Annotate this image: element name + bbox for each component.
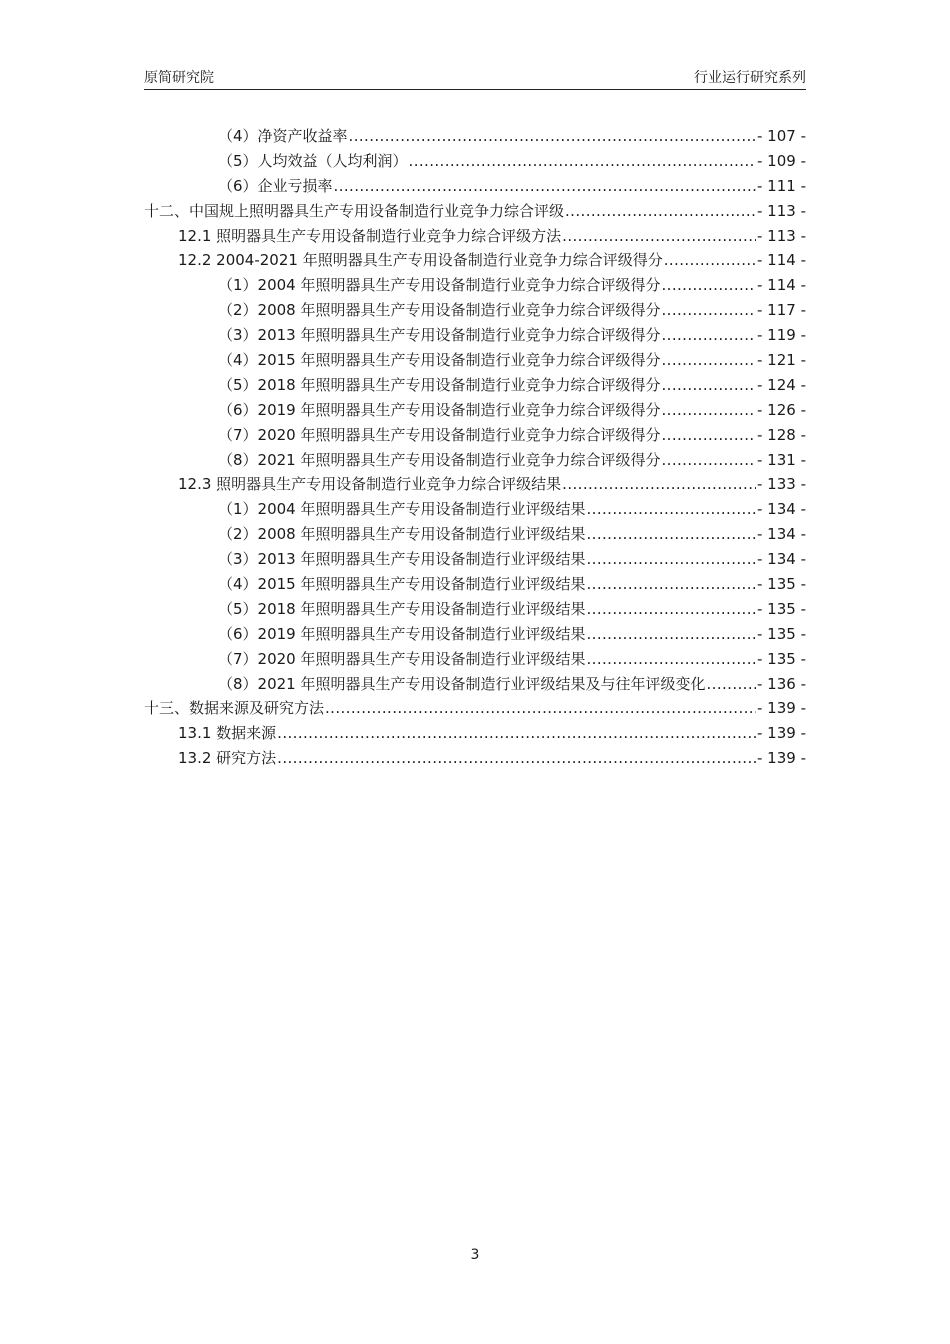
toc-entry[interactable] [144, 547, 806, 572]
toc-dot-leader [662, 348, 757, 373]
toc-dot-leader [562, 224, 756, 249]
toc-entry[interactable] [144, 224, 806, 249]
toc-entry-title: （6）2019 年照明器具生产专用设备制造行业评级结果 [218, 624, 586, 643]
toc-entry[interactable] [144, 348, 806, 373]
toc-entry[interactable] [144, 696, 806, 721]
toc-entry[interactable] [144, 497, 806, 522]
toc-entry-title: （4）净资产收益率 [218, 127, 348, 145]
toc-dot-leader [662, 448, 757, 473]
toc-entry-page: - 136 - [757, 674, 806, 693]
toc-entry[interactable] [144, 423, 806, 448]
toc-entry-title: （5）2018 年照明器具生产专用设备制造行业评级结果 [218, 599, 586, 618]
toc-entry[interactable] [144, 448, 806, 473]
toc-entry[interactable] [144, 273, 806, 298]
toc-entry[interactable] [144, 199, 806, 224]
toc-dot-leader [587, 522, 757, 547]
toc-entry-title: （8）2021 年照明器具生产专用设备制造行业竞争力综合评级得分 [218, 450, 661, 469]
toc-dot-leader [707, 672, 757, 697]
toc-entry-title: （6）2019 年照明器具生产专用设备制造行业竞争力综合评级得分 [218, 400, 661, 419]
toc-entry[interactable] [144, 398, 806, 423]
toc-entry-page: - 109 - [757, 151, 806, 170]
toc-entry-title: 13.2 研究方法 [178, 749, 277, 768]
toc-entry-page: - 135 - [757, 624, 806, 643]
toc-dot-leader [277, 746, 756, 771]
toc-entry-title: （6）企业亏损率 [218, 176, 333, 195]
toc-entry-page: - 114 - [757, 276, 806, 295]
toc-entry-page: - 139 - [757, 749, 806, 768]
toc-entry-page: - 121 - [757, 351, 806, 370]
toc-entry-title: （1）2004 年照明器具生产专用设备制造行业评级结果 [218, 500, 586, 519]
toc-dot-leader [565, 199, 756, 224]
toc-entry-page: - 134 - [757, 550, 806, 569]
toc-entry-title: 12.2 2004-2021 年照明器具生产专用设备制造行业竞争力综合评级得分 [178, 251, 663, 270]
header-divider [144, 89, 806, 90]
toc-entry-title: 12.1 照明器具生产专用设备制造行业竞争力综合评级方法 [178, 226, 562, 245]
toc-entry-page: - 111 - [757, 176, 806, 195]
toc-entry-title: （7）2020 年照明器具生产专用设备制造行业评级结果 [218, 649, 586, 668]
toc-entry-title: （1）2004 年照明器具生产专用设备制造行业竞争力综合评级得分 [218, 276, 661, 295]
toc-entry[interactable] [144, 721, 806, 746]
toc-entry-title: （3）2013 年照明器具生产专用设备制造行业评级结果 [218, 550, 586, 569]
toc-entry[interactable] [144, 472, 806, 497]
toc-entry-page: - 119 - [757, 326, 806, 345]
toc-entry-page: - 135 - [757, 575, 806, 594]
toc-entry-page: - 124 - [757, 375, 806, 394]
toc-entry[interactable] [144, 298, 806, 323]
toc-dot-leader [325, 696, 756, 721]
table-of-contents [144, 124, 806, 771]
toc-entry[interactable] [144, 373, 806, 398]
toc-entry-page: - 134 - [757, 525, 806, 544]
toc-entry-page: - 107 - [757, 127, 806, 145]
toc-entry-title: （2）2008 年照明器具生产专用设备制造行业竞争力综合评级得分 [218, 301, 661, 320]
toc-dot-leader [587, 622, 757, 647]
toc-entry[interactable] [144, 572, 806, 597]
toc-entry-title: （4）2015 年照明器具生产专用设备制造行业竞争力综合评级得分 [218, 351, 661, 370]
toc-entry[interactable] [144, 323, 806, 348]
toc-entry-title: （4）2015 年照明器具生产专用设备制造行业评级结果 [218, 575, 586, 594]
toc-dot-leader [662, 273, 757, 298]
header-left-title: 原简研究院 [144, 70, 214, 86]
toc-entry-title: 13.1 数据来源 [178, 724, 277, 743]
toc-entry-title: 12.3 照明器具生产专用设备制造行业竞争力综合评级结果 [178, 475, 562, 494]
toc-dot-leader [334, 174, 756, 199]
toc-dot-leader [587, 572, 757, 597]
toc-entry[interactable] [144, 149, 806, 174]
toc-dot-leader [662, 323, 757, 348]
toc-entry-page: - 139 - [757, 699, 806, 718]
toc-entry[interactable] [144, 647, 806, 672]
toc-entry[interactable] [144, 622, 806, 647]
toc-dot-leader [587, 547, 757, 572]
toc-entry-page: - 128 - [757, 425, 806, 444]
toc-entry-page: - 135 - [757, 599, 806, 618]
toc-entry-page: - 134 - [757, 500, 806, 519]
toc-entry-title: （5）2018 年照明器具生产专用设备制造行业竞争力综合评级得分 [218, 375, 661, 394]
toc-entry[interactable] [144, 597, 806, 622]
page-header [144, 68, 806, 88]
toc-entry-title: 十二、中国规上照明器具生产专用设备制造行业竞争力综合评级 [144, 201, 565, 220]
toc-entry[interactable] [144, 522, 806, 547]
toc-dot-leader [587, 497, 757, 522]
toc-entry[interactable] [144, 174, 806, 199]
toc-entry-title: （3）2013 年照明器具生产专用设备制造行业竞争力综合评级得分 [218, 326, 661, 345]
toc-dot-leader [664, 248, 756, 273]
toc-dot-leader [587, 597, 757, 622]
toc-dot-leader [349, 124, 756, 149]
header-right-title: 行业运行研究系列 [694, 70, 806, 86]
toc-dot-leader [409, 149, 756, 174]
toc-entry-title: （2）2008 年照明器具生产专用设备制造行业评级结果 [218, 525, 586, 544]
toc-entry-page: - 113 - [757, 226, 806, 245]
toc-entry-title: （5）人均效益（人均利润） [218, 151, 408, 170]
toc-dot-leader [662, 298, 757, 323]
toc-dot-leader [277, 721, 756, 746]
toc-entry[interactable] [144, 672, 806, 697]
toc-dot-leader [662, 373, 757, 398]
toc-entry-page: - 139 - [757, 724, 806, 743]
toc-dot-leader [662, 423, 757, 448]
toc-dot-leader [562, 472, 756, 497]
toc-entry-page: - 131 - [757, 450, 806, 469]
toc-entry-page: - 114 - [757, 251, 806, 270]
toc-entry-page: - 133 - [757, 475, 806, 494]
toc-entry-page: - 126 - [757, 400, 806, 419]
toc-dot-leader [662, 398, 757, 423]
toc-entry[interactable] [144, 746, 806, 771]
toc-dot-leader [587, 647, 757, 672]
toc-entry-title: （8）2021 年照明器具生产专用设备制造行业评级结果及与往年评级变化 [218, 674, 706, 693]
toc-entry-page: - 135 - [757, 649, 806, 668]
page-number: 3 [470, 1247, 480, 1263]
toc-entry-title: 十三、数据来源及研究方法 [144, 699, 325, 718]
toc-entry[interactable] [144, 248, 806, 273]
toc-entry-page: - 117 - [757, 301, 806, 320]
toc-entry-page: - 113 - [757, 201, 806, 220]
toc-entry-title: （7）2020 年照明器具生产专用设备制造行业竞争力综合评级得分 [218, 425, 661, 444]
toc-entry[interactable] [144, 124, 806, 149]
